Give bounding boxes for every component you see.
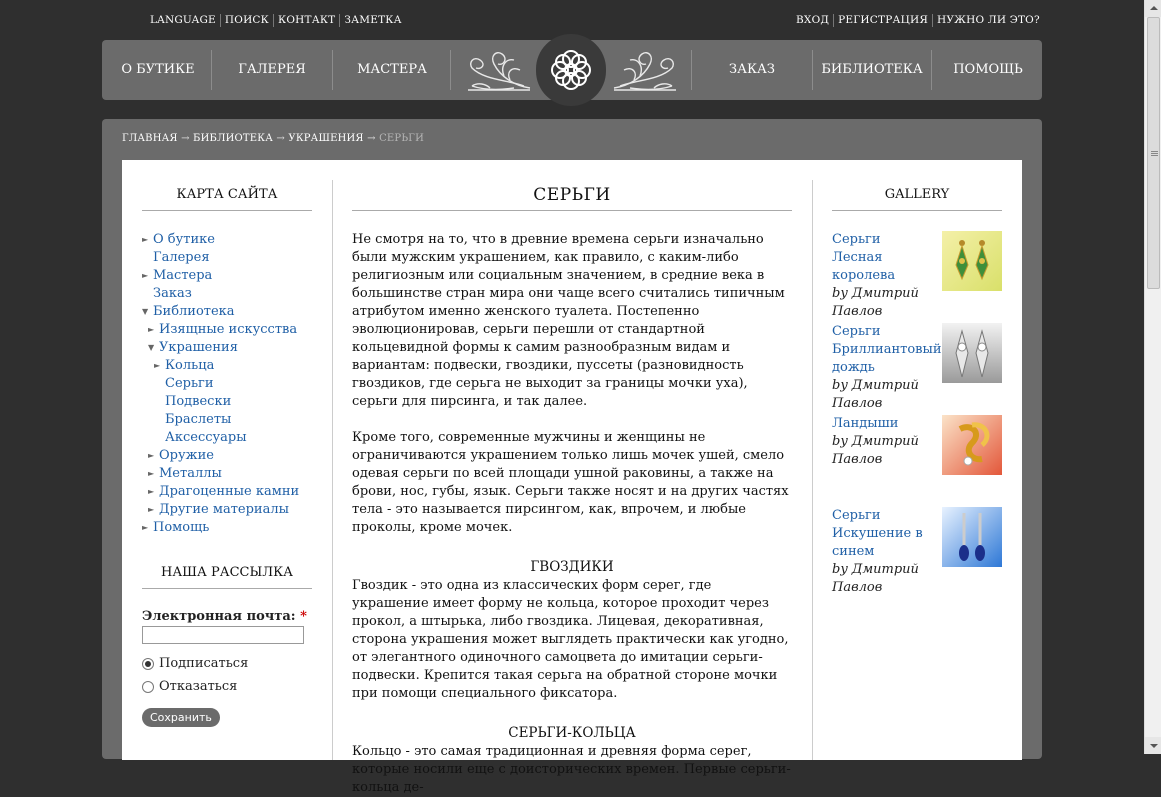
sitemap-item[interactable]: ► Помощь bbox=[142, 520, 210, 535]
nav-gallery[interactable]: ГАЛЕРЕЯ bbox=[238, 62, 306, 77]
sitemap-item[interactable]: Заказ bbox=[153, 286, 192, 301]
gallery-item-author: by Дмитрий Павлов bbox=[832, 286, 919, 319]
sitemap-title: КАРТА САЙТА bbox=[142, 187, 312, 211]
subscribe-label: Подписаться bbox=[159, 656, 249, 671]
scroll-up-button[interactable] bbox=[1145, 0, 1161, 17]
breadcrumb-current: СЕРЬГИ bbox=[379, 133, 425, 144]
sitemap-item[interactable]: ► Металлы bbox=[148, 466, 222, 481]
top-left-links bbox=[146, 14, 406, 27]
unsubscribe-option[interactable] bbox=[142, 679, 312, 694]
page-title: СЕРЬГИ bbox=[352, 185, 792, 211]
newsletter-title: НАША РАССЫЛКА bbox=[142, 565, 312, 589]
column-divider bbox=[812, 180, 813, 760]
sitemap-item[interactable]: Браслеты bbox=[165, 412, 232, 427]
sitemap-item[interactable]: Аксессуары bbox=[165, 430, 247, 445]
earring-thumbnail[interactable] bbox=[942, 415, 1002, 475]
left-ornament-icon bbox=[464, 46, 534, 94]
nav-order[interactable]: ЗАКАЗ bbox=[729, 62, 775, 77]
breadcrumb bbox=[122, 133, 424, 144]
need-it-link[interactable]: НУЖНО ЛИ ЭТО? bbox=[937, 14, 1040, 26]
breadcrumb-separator: → bbox=[367, 133, 376, 144]
collapse-arrow-icon[interactable]: ▼ bbox=[142, 307, 149, 316]
unsubscribe-label: Отказаться bbox=[159, 679, 238, 694]
gallery-list bbox=[832, 231, 1002, 599]
expand-arrow-icon[interactable]: ► bbox=[148, 487, 155, 496]
sitemap-item[interactable]: Галерея bbox=[153, 250, 210, 265]
email-field[interactable] bbox=[142, 626, 304, 644]
gallery-item-author: by Дмитрий Павлов bbox=[832, 434, 919, 467]
unsubscribe-radio[interactable] bbox=[142, 681, 154, 693]
expand-arrow-icon[interactable]: ► bbox=[148, 451, 155, 460]
gallery-title: GALLERY bbox=[832, 187, 1002, 211]
gallery-item bbox=[832, 507, 1002, 599]
vertical-scrollbar[interactable] bbox=[1144, 0, 1161, 754]
article-paragraph: Не смотря на то, что в древние времена серьги изначально были мужским украшением, как правило, с каким-либо религиозным или социальным значением, в средние века в большинстве стран мира они чаще всего считались типичным атрибутом именно женского туалета. Постепенно эволюционировав, серьги перешли от стандартной кольцевидной формы к самим разнообразным видам и вариантам: подвески, гвоздики, пуссеты (разновидность гвоздиков, где серьга не выходит за границы мочки уха), серьги для пирсинга, и так далее. bbox=[352, 232, 785, 409]
sitemap-item[interactable]: Серьги bbox=[165, 376, 214, 391]
gallery-item-title[interactable]: Серьги Лесная королева bbox=[832, 232, 896, 283]
article-paragraph: Кольцо - это самая традиционная и древняя форма серег, которые носили еще с доисторических времен. Первые серьги-кольца де- bbox=[352, 744, 791, 795]
earring-thumbnail[interactable] bbox=[942, 507, 1002, 567]
nav-about[interactable]: О БУТИКЕ bbox=[121, 62, 195, 77]
expand-arrow-icon[interactable]: ► bbox=[142, 523, 149, 532]
nav-masters[interactable]: МАСТЕРА bbox=[357, 62, 427, 77]
nav-help[interactable]: ПОМОЩЬ bbox=[953, 62, 1023, 77]
register-link[interactable]: РЕГИСТРАЦИЯ bbox=[834, 14, 933, 27]
gallery-item-author: by Дмитрий Павлов bbox=[832, 562, 919, 595]
top-right-links bbox=[792, 14, 1044, 27]
email-label: Электронная почта: * bbox=[142, 609, 307, 624]
expand-arrow-icon[interactable]: ► bbox=[142, 271, 149, 280]
grip-icon bbox=[1151, 151, 1158, 152]
nav-divider bbox=[931, 50, 932, 90]
flower-logo-icon bbox=[536, 34, 606, 106]
expand-arrow-icon[interactable]: ► bbox=[142, 235, 149, 244]
gallery-item bbox=[832, 323, 1002, 415]
scroll-down-button[interactable] bbox=[1145, 737, 1161, 754]
section-heading: СЕРЬГИ-КОЛЬЦА bbox=[508, 725, 636, 741]
subscribe-option[interactable] bbox=[142, 656, 312, 671]
sitemap-tree bbox=[142, 231, 312, 537]
sitemap-item[interactable]: Подвески bbox=[165, 394, 232, 409]
required-mark: * bbox=[300, 609, 307, 624]
gallery-item-title[interactable]: Серьги Бриллиантовый дождь bbox=[832, 324, 942, 375]
article-paragraph: Кроме того, современные мужчины и женщины не ограничиваются украшением только лишь мочек ушей, смело одевая серьги по всей площади ушной раковины, а также на брови, нос, губы, язык. Серьги также носят и на других частях тела - это называется пирсингом, как, впрочем, и любые проколы, кроме мочек. bbox=[352, 430, 789, 535]
nav-library[interactable]: БИБЛИОТЕКА bbox=[821, 62, 923, 77]
sitemap-item[interactable]: ▼ Украшения bbox=[148, 340, 238, 355]
search-link[interactable]: ПОИСК bbox=[221, 14, 274, 27]
nav-divider bbox=[450, 50, 451, 90]
left-sidebar bbox=[142, 160, 312, 727]
nav-divider bbox=[812, 50, 813, 90]
subscribe-radio[interactable] bbox=[142, 658, 154, 670]
sitemap-item[interactable]: ► Кольца bbox=[154, 358, 215, 373]
main-nav bbox=[102, 40, 1042, 100]
breadcrumb-home[interactable]: ГЛАВНАЯ bbox=[122, 133, 178, 144]
breadcrumb-separator: → bbox=[276, 133, 285, 144]
expand-arrow-icon[interactable]: ► bbox=[148, 325, 155, 334]
sitemap-item[interactable]: ► Другие материалы bbox=[148, 502, 289, 517]
save-button[interactable]: Сохранить bbox=[142, 708, 220, 727]
arrow-up-icon bbox=[1150, 6, 1158, 10]
nav-divider bbox=[211, 50, 212, 90]
earring-thumbnail[interactable] bbox=[942, 231, 1002, 291]
arrow-down-icon bbox=[1150, 744, 1158, 748]
expand-arrow-icon[interactable]: ► bbox=[154, 361, 161, 370]
column-divider bbox=[332, 180, 333, 760]
sitemap-item[interactable]: ► Драгоценные камни bbox=[148, 484, 300, 499]
sitemap-item[interactable]: ► О бутике bbox=[142, 232, 215, 247]
logo[interactable] bbox=[536, 34, 606, 106]
article-paragraph: Гвоздик - это одна из классических форм серег, где украшение имеет форму не кольца, которое проходит через прокол, а штырька, либо гвоздика. Лицевая, декоративная, сторона украшения может выглядеть практически как угодно, от элегантного одиночного самоцвета до имитации серьги-подвески. Крепится такая серьга на обратной стороне мочки при помощи специального фиксатора. bbox=[352, 578, 789, 701]
nav-divider bbox=[691, 50, 692, 90]
sitemap-item[interactable]: ► Мастера bbox=[142, 268, 213, 283]
nav-divider bbox=[332, 50, 333, 90]
scrollbar-thumb[interactable] bbox=[1147, 17, 1160, 289]
sitemap-item[interactable]: ► Изящные искусства bbox=[148, 322, 298, 337]
expand-arrow-icon[interactable]: ► bbox=[148, 469, 155, 478]
contact-link[interactable]: КОНТАКТ bbox=[274, 14, 340, 27]
section-heading: ГВОЗДИКИ bbox=[530, 559, 614, 575]
breadcrumb-jewelry[interactable]: УКРАШЕНИЯ bbox=[288, 133, 364, 144]
collapse-arrow-icon[interactable]: ▼ bbox=[148, 343, 155, 352]
gallery-item bbox=[832, 231, 1002, 323]
login-link[interactable]: ВХОД bbox=[792, 14, 834, 27]
sitemap-item[interactable]: ▼ Библиотека bbox=[142, 304, 235, 319]
gallery-item-author: by Дмитрий Павлов bbox=[832, 378, 919, 411]
language-link[interactable]: LANGUAGE bbox=[146, 14, 221, 27]
note-link[interactable]: ЗАМЕТКА bbox=[344, 14, 402, 26]
gallery-sidebar bbox=[832, 160, 1002, 599]
main-article bbox=[352, 160, 792, 797]
right-ornament-icon bbox=[610, 46, 680, 94]
expand-arrow-icon[interactable]: ► bbox=[148, 505, 155, 514]
breadcrumb-library[interactable]: БИБЛИОТЕКА bbox=[193, 133, 274, 144]
sitemap-item[interactable]: ► Оружие bbox=[148, 448, 214, 463]
gallery-item bbox=[832, 415, 1002, 507]
gallery-item-title[interactable]: Серьги Искушение в синем bbox=[832, 508, 923, 559]
gallery-item-title[interactable]: Ландыши bbox=[832, 416, 899, 431]
content-area bbox=[122, 160, 1022, 795]
earring-thumbnail[interactable] bbox=[942, 323, 1002, 383]
breadcrumb-separator: → bbox=[181, 133, 190, 144]
